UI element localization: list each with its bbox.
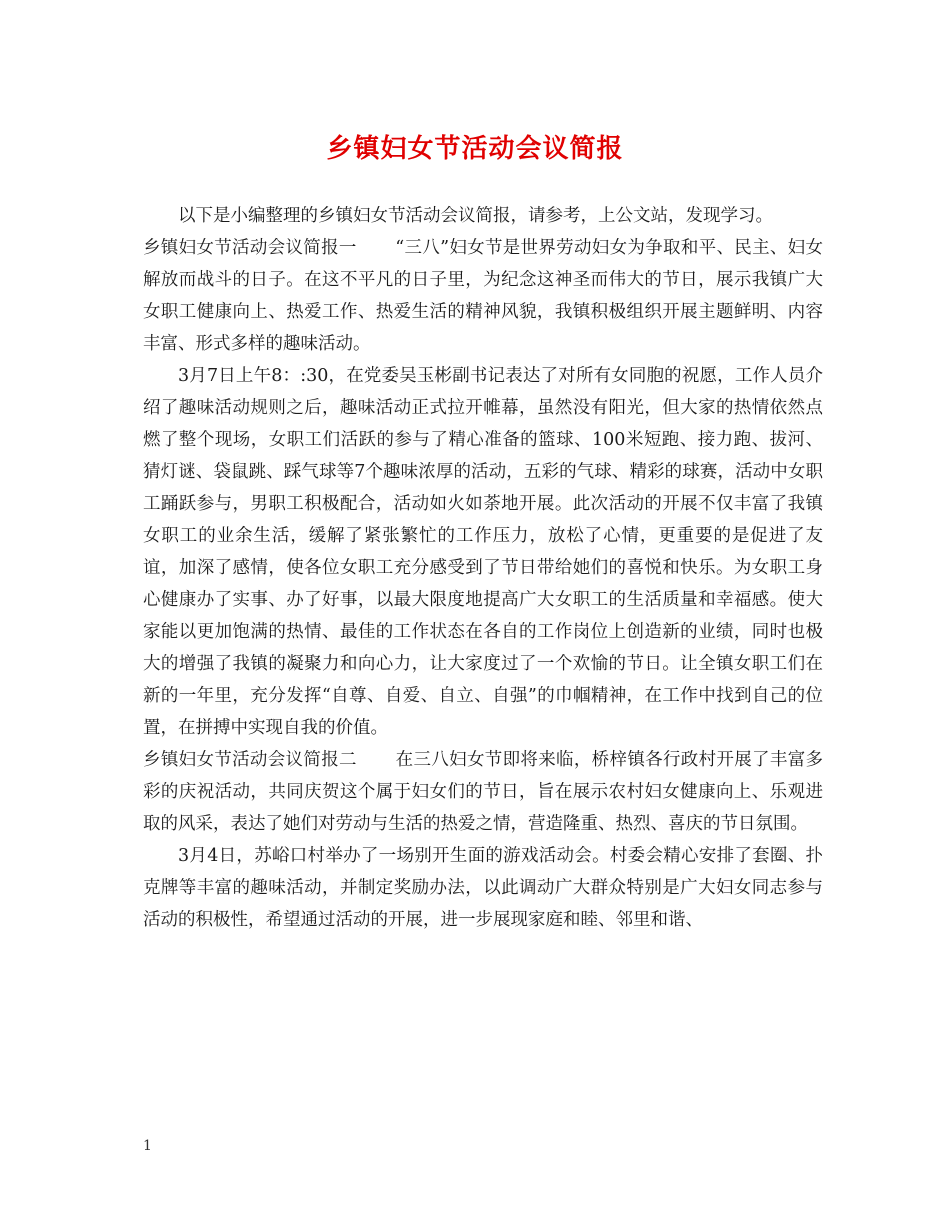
intro-paragraph: 以下是小编整理的乡镇妇女节活动会议简报，请参考，上公文站，发现学习。 [178,206,773,226]
section-2-heading: 乡镇妇女节活动会议简报二 [143,750,357,770]
page-number: 1 [143,1138,152,1154]
section-1-lead-paragraph [143,232,823,360]
document-body [143,200,823,936]
section-2-body-paragraph: 3月4日，苏峪口村举办了一场别开生面的游戏活动会。村委会精心安排了套圈、扑克牌等丰富的趣味活动，并制定奖励办法，以此调动广大群众特别是广大妇女同志参与活动的积极性，希望通过活动的开展，进一步展现家庭和睦、邻里和谐、 [143,846,823,930]
section-2-lead-paragraph [143,744,823,840]
document-title: 乡镇妇女节活动会议简报 [326,134,624,164]
section-2-lead: 在三八妇女节即将来临，桥梓镇各行政村开展了丰富多彩的庆祝活动，共同庆贺这个属于妇女们的节日，旨在展示农村妇女健康向上、乐观进取的风采，表达了她们对劳动与生活的热爱之情，营造隆重、热烈、喜庆的节日氛围。 [143,750,824,834]
section-1-lead: “三八”妇女节是世界劳动妇女为争取和平、民主、妇女解放而战斗的日子。在这不平凡的日子里，为纪念这神圣而伟大的节日，展示我镇广大女职工健康向上、热爱工作、热爱生活的精神风貌，我镇积极组织开展主题鲜明、内容丰富、形式多样的趣味活动。 [143,238,823,354]
section-1-body-paragraph: 3月7日上午8：:30，在党委吴玉彬副书记表达了对所有女同胞的祝愿，工作人员介绍了趣味活动规则之后，趣味活动正式拉开帷幕，虽然没有阳光，但大家的热情依然点燃了整个现场，女职工们活跃的参与了精心准备的篮球、100米短跑、接力跑、拔河、猜灯谜、袋鼠跳、踩气球等7个趣味浓厚的活动，五彩的气球、精彩的球赛，活动中女职工踊跃参与，男职工积极配合，活动如火如荼地开展。此次活动的开展不仅丰富了我镇女职工的业余生活，缓解了紧张繁忙的工作压力，放松了心情，更重要的是促进了友谊，加深了感情，使各位女职工充分感受到了节日带给她们的喜悦和快乐。为女职工身心健康办了实事、办了好事，以最大限度地提高广大女职工的生活质量和幸福感。使大家能以更加饱满的热情、最佳的工作状态在各自的工作岗位上创造新的业绩，同时也极大的增强了我镇的凝聚力和向心力，让大家度过了一个欢愉的节日。让全镇女职工们在新的一年里，充分发挥“自尊、自爱、自立、自强”的巾帼精神，在工作中找到自己的位置，在拼搏中实现自我的价值。 [143,366,823,738]
section-1-heading: 乡镇妇女节活动会议简报一 [143,238,357,258]
